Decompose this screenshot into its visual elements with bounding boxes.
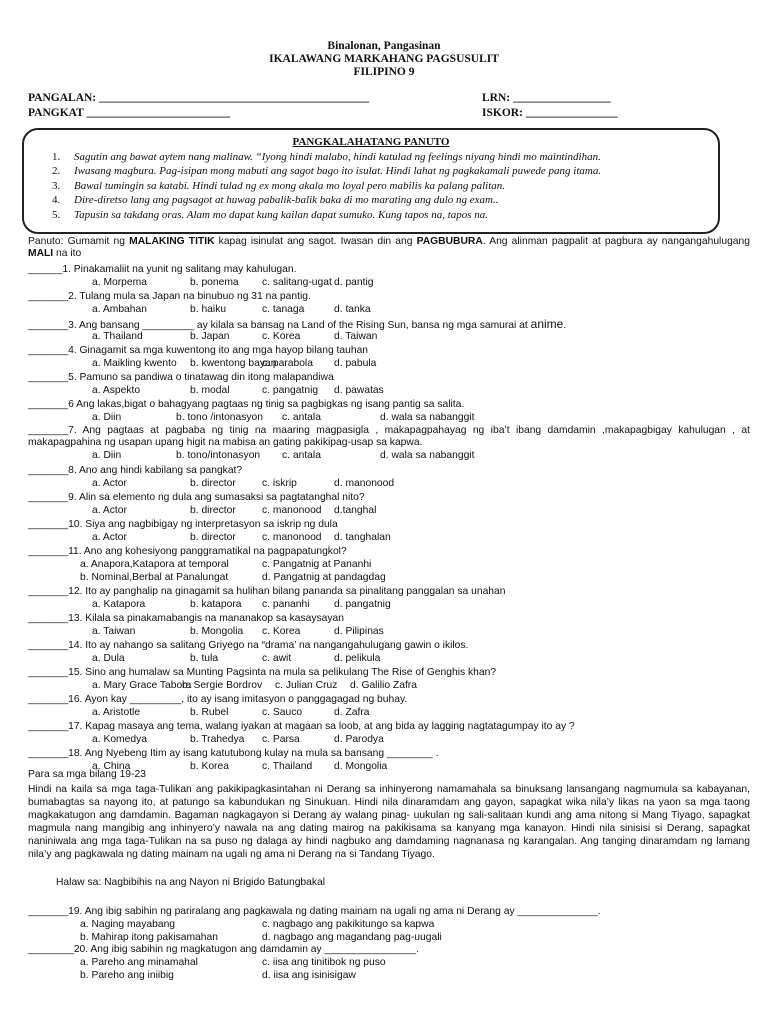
answer-option: c. awit [262, 653, 292, 664]
answer-option: d. manonood [334, 478, 395, 489]
answer-option: a. Diin [92, 450, 122, 461]
question-stem: _______19. Ang ibig sabihin ng pariralang ang pagkawala ng dating mainam na ugali ng ama ni Derang ay ______________. [28, 906, 601, 917]
answer-option: d. Pangatnig at pandagdag [262, 572, 386, 583]
answer-option: d. Mongolia [334, 761, 388, 772]
question-text [28, 425, 750, 450]
school-location: Binalonan, Pangasinan [327, 40, 441, 52]
question-text [28, 586, 750, 598]
answer-option: d. pangatnig [334, 599, 391, 610]
question-stem: _______18. Ang Nyebeng Itim ay isang katutubong kulay na mula sa bansang ________ . [28, 748, 439, 759]
question-text [28, 492, 750, 504]
question-stem: _______9. Alin sa elemento ng dula ang sumasaksi sa pagtatanghal nito? [28, 492, 365, 503]
answer-option: b. Korea [190, 761, 229, 772]
question-term: anime [530, 317, 564, 331]
question-stem: _______17. Kapag masaya ang tema, walang iyakan at magaan sa loob, at ang bida ay lagging nagtatagumpay ito ay ? [28, 721, 575, 732]
rule-number: 1. [52, 151, 61, 163]
answer-option: c. manonood [262, 532, 322, 543]
answer-option: d. Zafra [334, 707, 370, 718]
question-text [28, 944, 750, 956]
answer-option: d. Galilio Zafra [350, 680, 417, 691]
answer-option: c. nagbago ang pakikitungo sa kapwa [262, 919, 435, 930]
answer-option: c. Thailand [262, 761, 313, 772]
answer-option: a. Komedya [92, 734, 147, 745]
answer-option: b. Sergie Bordrov [182, 680, 263, 691]
answer-option: a. Pareho ang minamahal [80, 957, 198, 968]
question-text [28, 694, 750, 706]
answer-option: b. tono/intonasyon [176, 450, 261, 461]
rule-item [52, 151, 601, 163]
answer-option: c. Parsa [262, 734, 300, 745]
answer-option: d. iisa ang isinisigaw [262, 970, 356, 981]
question-stem: ________20. Ang ibig sabihin ng magkatugon ang damdamin ay ________________. [28, 944, 420, 955]
rule-item [52, 165, 601, 177]
answer-option: b. Japan [190, 331, 230, 342]
answer-option: a. Actor [92, 532, 127, 543]
answer-option: b. Rubel [190, 707, 229, 718]
answer-option: c. salitang-ugat [262, 277, 332, 288]
answer-option: a. Katapora [92, 599, 146, 610]
general-instructions-title: PANGKALAHATANG PANUTO [292, 136, 450, 148]
answer-option: b. ponema [190, 277, 239, 288]
answer-option: d. pantig [334, 277, 374, 288]
answer-option: d. pawatas [334, 385, 384, 396]
answer-option: d. pelikula [334, 653, 381, 664]
rule-item [52, 194, 499, 206]
question-text [28, 372, 750, 384]
rule-text: Dire-diretso lang ang pagsagot at huwag pabalik-balik baka di mo marating ang dulo ng exam.. [74, 194, 499, 206]
answer-option: a. Thailand [92, 331, 143, 342]
answer-option: a. Taiwan [92, 626, 136, 637]
answer-option: c. antala [282, 412, 321, 423]
question-stem: _______12. Ito ay panghalip na ginagamit sa hulihan bilang pananda sa pinalitang panggalan sa unahan [28, 586, 506, 597]
answer-option: a. Diin [92, 412, 122, 423]
answer-option: a. Aspekto [92, 385, 141, 396]
question-stem: _______16. Ayon kay _________, ito ay isang imitasyon o panggagagad ng buhay. [28, 694, 408, 705]
question-stem: _______5. Pamuno sa pandiwa o tinatawag din itong malapandiwa [28, 372, 334, 383]
question-stem: _______13. Kilala sa pinakamabangis na mananakop sa kasaysayan [28, 613, 344, 624]
answer-option: b. Trahedya [190, 734, 245, 745]
answer-option: c. manonood [262, 505, 322, 516]
instr-bold: MALAKING TITIK [129, 236, 215, 247]
answer-option: b. kwentong bayan [190, 358, 277, 369]
answer-option: c. pangatnig [262, 385, 319, 396]
instr-part: . Ang alinman pagpalit at pagbura ay nangangahulugang [482, 236, 750, 247]
answer-option: b. director [190, 478, 236, 489]
answer-option: d. wala sa nabanggit [380, 450, 475, 461]
answer-option: d. Parodya [334, 734, 384, 745]
rule-item [52, 180, 505, 192]
answer-option: c. Sauco [262, 707, 303, 718]
answer-option: a. Actor [92, 478, 127, 489]
question-stem: _______14. Ito ay nahango sa salitang Griyego na “drama’ na nangangahulugang gawin o ikilos. [28, 640, 469, 651]
answer-option: c. tanaga [262, 304, 305, 315]
answer-option: c. Korea [262, 331, 301, 342]
question-text [28, 291, 750, 303]
instr-bold: PAGBUBURA [416, 236, 483, 247]
answer-option: d. Taiwan [334, 331, 378, 342]
question-stem: _______6 Ang lakas,bigat o bahagyang pagtaas ng tinig sa pagbigkas ng isang pantig sa salita. [28, 399, 465, 410]
answer-option: c. iskrip [262, 478, 297, 489]
answer-option: b. Mahirap itong pakisamahan [80, 932, 218, 943]
score-field[interactable]: ISKOR: ________________ [482, 107, 618, 119]
question-text [28, 721, 750, 733]
general-instructions-box [22, 128, 720, 234]
answer-option: b. Mongolia [190, 626, 244, 637]
answer-option: b. modal [190, 385, 230, 396]
answer-option: a. Dula [92, 653, 125, 664]
question-stem: _______11. Ano ang kohesiyong panggramatikal na pagpapatungkol? [28, 546, 347, 557]
answer-option: d. wala sa nabanggit [380, 412, 475, 423]
question-stem: _______8. Ano ang hindi kabilang sa pangkat? [28, 465, 243, 476]
instr-part: kapag isinulat ang sagot. Iwasan din ang [214, 236, 417, 247]
answer-option: c. Julian Cruz [275, 680, 338, 691]
rule-text: Sagutin ang bawat aytem nang malinaw. “Iyong hindi malabo, hindi katulad ng feelings niyang hindi mo maintindihan. [74, 151, 601, 163]
passage-source: Halaw sa: Nagbibihis na ang Nayon ni Brigido Batungbakal [56, 877, 326, 888]
question-stem: _______2. Tulang mula sa Japan na binubuo ng 31 na pantig. [28, 291, 311, 302]
rule-number: 3. [52, 180, 61, 192]
question-text [28, 519, 750, 531]
answer-option: b. tono /intonasyon [176, 412, 264, 423]
rule-number: 2. [52, 165, 61, 177]
question-text [28, 546, 750, 558]
answer-option: a. Maikling kwento [92, 358, 177, 369]
question-stem: _______4. Ginagamit sa mga kuwentong ito ang mga hayop bilang tauhan [28, 345, 369, 356]
passage-text: Hindi na kaila sa mga taga-Tulikan ang pakikipagkasintahan ni Derang sa inhinyerong namamahala sa binuksang lansangang nagmumula sa kabayanan, bumabagtas sa nayong ito, at patungo sa kabundukan ng Sinukuan. Hindi nila dinaramdam ang gayon, sapagkat wika nila’y likas na yaon sa mga taong magkakatugon ang damdamin. Bagaman nagkagayon si Derang ay walang pinag- uukulan ng sali-salitaan kundi ang ama nitong si Mang Tiyago, sapagkat magmula nang mangibig ang inhinyero’y nawala na ang dating mairog na pakikisama sa kanyang mga kanayon. Hindi nila sinisisi si Derang, sapagkat naniniwala ang mga taga-Tulikan na sa puso ng dalaga ay hindi nagbuko ang damdaming nagnanasa ng karangalan. Ang tanging dinaramdam ng lamang nila’y ang pagkawala ng dating mainam na ugali ng ama ni Derang na si Tandang Tiyago. [28, 784, 750, 860]
answer-option: d. pabula [334, 358, 377, 369]
question-text [28, 264, 750, 276]
question-text [28, 399, 750, 411]
answer-option: d. nagbago ang magandang pag-uugali [262, 932, 442, 943]
rule-text: Tapusin sa takdang oras. Alam mo dapat kung kailan dapat sumuko. Kung tapos na, tapos na. [74, 209, 489, 221]
name-field[interactable]: PANGALAN: _______________________________________________ [28, 92, 370, 104]
answer-option: a. China [92, 761, 131, 772]
question-text [28, 667, 750, 679]
answer-option: a. Ambahan [92, 304, 147, 315]
section-field[interactable]: PANGKAT _________________________ [28, 107, 231, 119]
answer-option: d.tanghal [334, 505, 377, 516]
answer-option: d. Pilipinas [334, 626, 384, 637]
exam-title: IKALAWANG MARKAHANG PAGSUSULIT [269, 53, 499, 65]
answer-option: c. parabola [262, 358, 313, 369]
question-stem: _______7. Ang pagtaas at pagbaba ng tinig na maaring magpasigla , makapagpahayag ng iba’t ibang damdamin ,makapagbigay kahulugan , at makapagpahina ng usapan upang higit na mabisa an gating pakikipag-usap sa kapwa. [28, 425, 750, 449]
instr-part: na ito [53, 248, 82, 260]
question-stem: ______1. Pinakamaliit na yunit ng salitang may kahulugan. [28, 264, 297, 275]
answer-option: b. director [190, 532, 236, 543]
rule-item [52, 209, 488, 221]
answer-option: c. pananhi [262, 599, 310, 610]
answer-option: a. Mary Grace Tabora [92, 680, 192, 691]
question-end: . [563, 320, 567, 331]
answer-option: a. Actor [92, 505, 127, 516]
answer-option: b. Nominal,Berbal at Panalungat [80, 572, 229, 583]
question-stem: _______15. Sino ang humalaw sa Munting Pagsinta na mula sa pelikulang The Rise of Genghis khan? [28, 667, 497, 678]
answer-option: c. Pangatnig at Pananhi [262, 559, 372, 570]
instructions-text [28, 236, 750, 261]
answer-option: b. Pareho ang iniibig [80, 970, 174, 981]
answer-option: c. Korea [262, 626, 301, 637]
question-stem: _______10. Siya ang nagbibigay ng interpretasyon sa iskrip ng dula [28, 519, 338, 530]
answer-option: b. katapora [190, 599, 242, 610]
subject-title: FILIPINO 9 [353, 66, 415, 78]
answer-option: a. Morpema [92, 277, 147, 288]
lrn-field[interactable]: LRN: _________________ [482, 92, 611, 104]
question-text [28, 748, 750, 760]
answer-option: c. antala [282, 450, 321, 461]
instr-bold: MALI [28, 248, 54, 260]
question-text [28, 906, 750, 918]
rule-text: Iwasang magbura. Pag-isipan mong mabuti ang sagot bago ito isulat. Hindi lahat ng pagkakamali puwede pang itama. [74, 165, 602, 177]
question-text [28, 640, 750, 652]
answer-option: a. Anapora,Katapora at temporal [80, 559, 229, 570]
question-text [28, 345, 750, 357]
rule-number: 5. [52, 209, 61, 221]
answer-option: c. iisa ang tinitibok ng puso [262, 957, 386, 968]
answer-option: a. Naging mayabang [80, 919, 176, 930]
answer-option: a. Aristotle [92, 707, 141, 718]
question-text [28, 465, 750, 477]
answer-option: d. tanghalan [334, 532, 391, 543]
answer-option: b. tula [190, 653, 219, 664]
answer-option: b. haiku [190, 304, 227, 315]
answer-option: d. tanka [334, 304, 371, 315]
answer-option: b. director [190, 505, 236, 516]
question-text [28, 613, 750, 625]
rule-number: 4. [52, 194, 61, 206]
question-stem: _______3. Ang bansang _________ ay kilala sa bansag na Land of the Rising Sun, bansa ng mga samurai at [28, 320, 531, 331]
passage-heading: Para sa mga bilang 19-23 [28, 769, 146, 780]
instr-part: Panuto: Gumamit ng [28, 236, 130, 247]
rule-text: Bawal tumingin sa katabi. Hindi tulad ng ex mong akala mo loyal pero mabilis ka palang palitan. [74, 180, 506, 192]
